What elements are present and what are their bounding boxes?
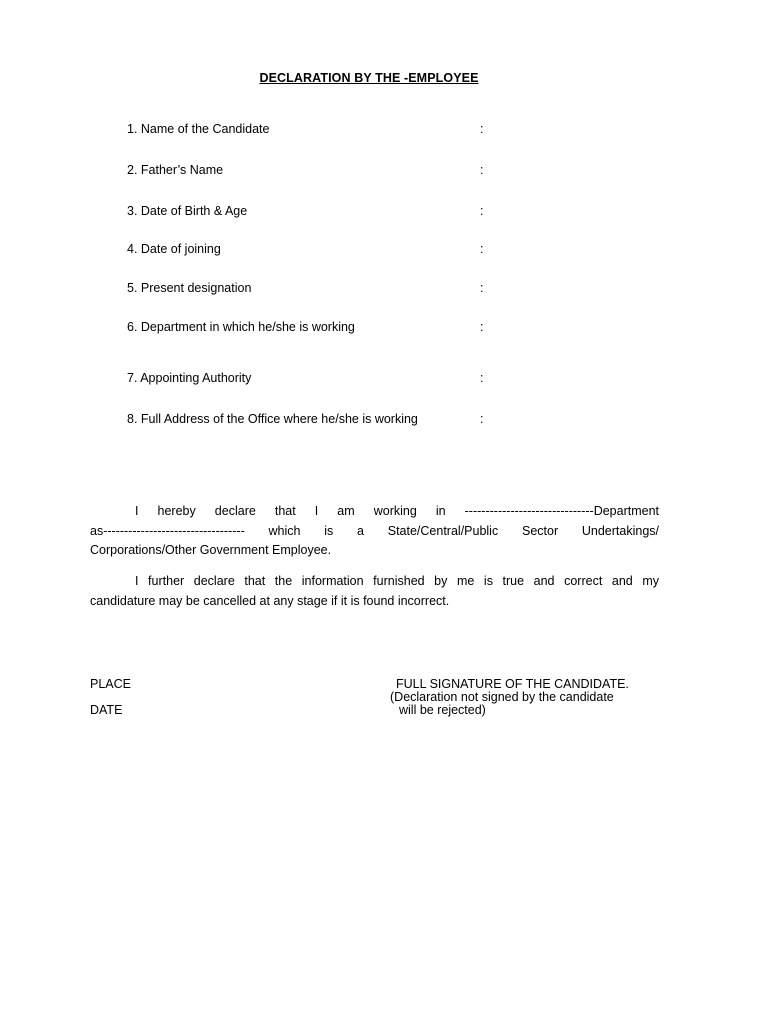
declaration-paragraph-1 bbox=[90, 502, 659, 561]
field-colon: : bbox=[480, 163, 484, 177]
field-colon: : bbox=[480, 281, 484, 295]
declaration-paragraph-2 bbox=[90, 572, 659, 611]
field-date-of-birth-age: 3. Date of Birth & Age bbox=[127, 204, 248, 218]
signature-label: FULL SIGNATURE OF THE CANDIDATE. bbox=[396, 677, 629, 691]
place-label: PLACE bbox=[90, 677, 131, 691]
field-date-of-joining: 4. Date of joining bbox=[127, 242, 221, 256]
declaration-1-line-1: I hereby declare that I am working in -------------------------------Department bbox=[135, 504, 659, 518]
field-department: 6. Department in which he/she is working bbox=[127, 320, 355, 334]
field-colon: : bbox=[480, 204, 484, 218]
field-name-of-candidate: 1. Name of the Candidate bbox=[127, 122, 270, 136]
declaration-1-line-3: Corporations/Other Government Employee. bbox=[90, 543, 332, 557]
declaration-1-line-2: as---------------------------------- which is a State/Central/Public Sector Undertakings/ bbox=[90, 523, 659, 538]
declaration-2-line-1: I further declare that the information furnished by me is true and correct and my bbox=[135, 574, 659, 588]
field-appointing-authority: 7. Appointing Authority bbox=[127, 371, 252, 385]
signature-note-line-1: (Declaration not signed by the candidate bbox=[390, 690, 614, 704]
field-colon: : bbox=[480, 320, 484, 334]
field-colon: : bbox=[480, 122, 484, 136]
field-colon: : bbox=[480, 242, 484, 256]
declaration-2-line-2: candidature may be cancelled at any stage if it is found incorrect. bbox=[90, 593, 450, 608]
document-title: DECLARATION BY THE -EMPLOYEE bbox=[259, 71, 479, 85]
field-colon: : bbox=[480, 371, 484, 385]
date-label: DATE bbox=[90, 703, 123, 717]
field-present-designation: 5. Present designation bbox=[127, 281, 252, 295]
field-office-address: 8. Full Address of the Office where he/she is working bbox=[127, 412, 418, 426]
field-colon: : bbox=[480, 412, 484, 426]
signature-note-line-2: will be rejected) bbox=[399, 703, 486, 717]
field-fathers-name: 2. Father’s Name bbox=[127, 163, 224, 177]
